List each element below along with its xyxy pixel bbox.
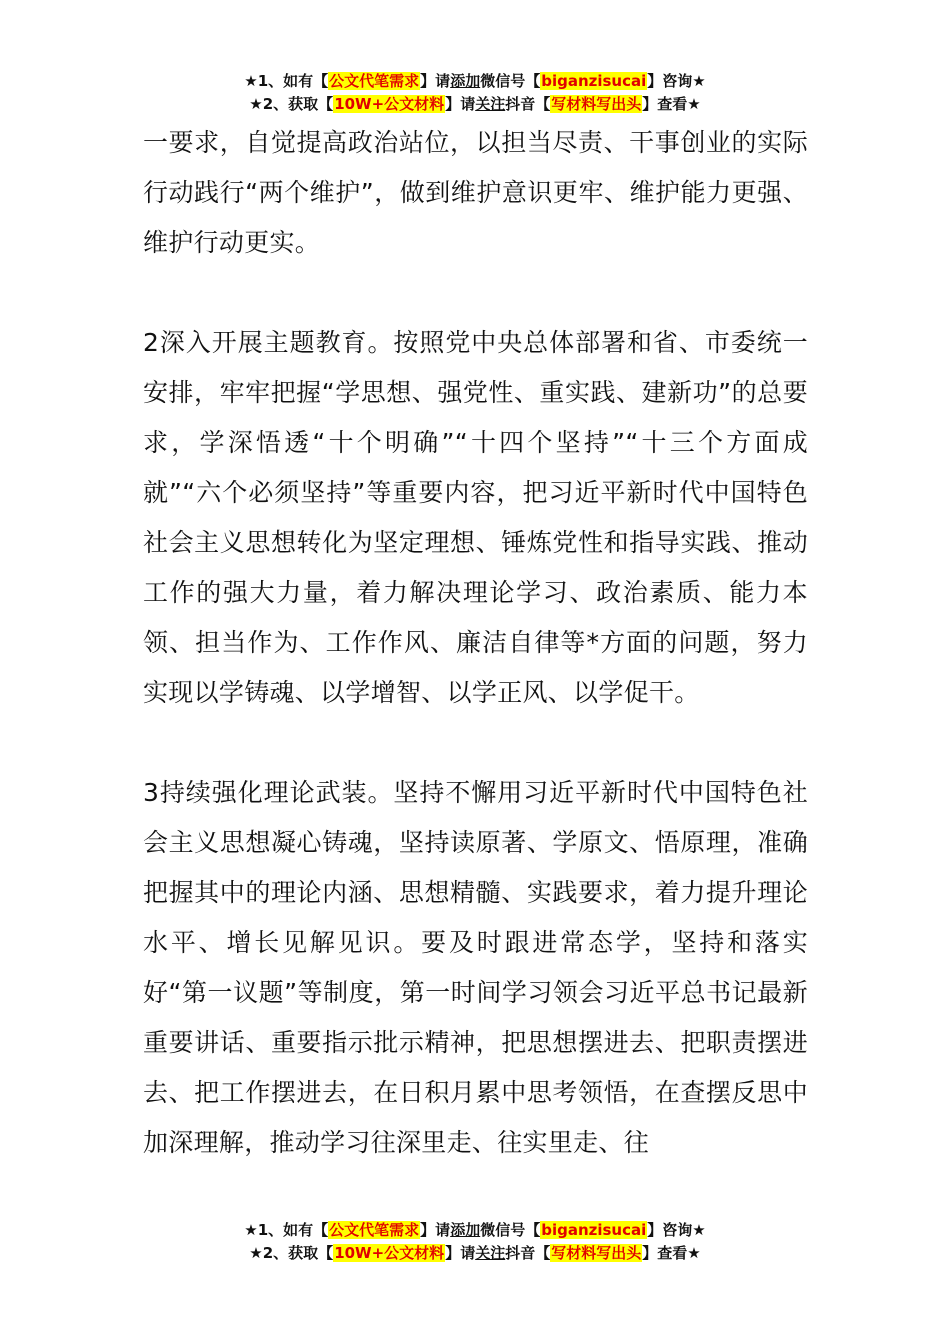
banner-text: 】请	[445, 95, 476, 113]
banner-text: 】咨询★	[647, 1221, 706, 1239]
banner-text: 抖音【	[505, 95, 551, 113]
paragraph-2: 2深入开展主题教育。按照党中央总体部署和省、市委统一安排，牢牢把握“学思想、强党性、重实践、建新功”的总要求，学深悟透“十个明确”“十四个坚持”“十三个方面成就”“六个必须坚持”等重要内容，把习近平新时代中国特色社会主义思想转化为坚定理想、锤炼党性和指导实践、推动工作的强大力量，着力解决理论学习、政治素质、能力本领、担当作为、工作作风、廉洁自律等*方面的问题，努力实现以学铸魂、以学增智、以学正风、以学促干。	[143, 328, 808, 707]
banner-line-1	[0, 1219, 950, 1242]
banner-text: 微信号【	[480, 1221, 541, 1239]
banner-text: ★1、如有【	[244, 72, 329, 90]
paragraph-3: 3持续强化理论武装。坚持不懈用习近平新时代中国特色社会主义思想凝心铸魂，坚持读原著、学原文、悟原理，准确把握其中的理论内涵、思想精髓、实践要求，着力提升理论水平、增长见解见识。要及时跟进常态学，坚持和落实好“第一议题”等制度，第一时间学习领会习近平总书记最新重要讲话、重要指示批示精神，把思想摆进去、把职责摆进去、把工作摆进去，在日积月累中思考领悟，在查摆反思中加深理解，推动学习往深里走、往实里走、往	[143, 778, 808, 1157]
document-body	[143, 118, 808, 1168]
banner-highlight: 10W+公文材料	[334, 1244, 445, 1262]
banner-text: ★1、如有【	[244, 1221, 329, 1239]
banner-highlight: 公文代笔需求	[329, 72, 420, 90]
wechat-id-highlight: biganzisucai	[541, 72, 647, 90]
wechat-id-highlight: biganzisucai	[541, 1221, 647, 1239]
banner-line-2	[0, 1242, 950, 1265]
banner-emphasis: 关注	[475, 1244, 506, 1262]
banner-highlight: 10W+公文材料	[334, 95, 445, 113]
header-banner	[0, 70, 950, 116]
banner-emphasis: 关注	[475, 95, 506, 113]
banner-emphasis: 添加	[450, 72, 481, 90]
banner-text: 】请	[420, 72, 451, 90]
banner-text: 微信号【	[480, 72, 541, 90]
banner-line-1	[0, 70, 950, 93]
banner-text: 】咨询★	[647, 72, 706, 90]
paragraph-spacer	[143, 718, 808, 768]
douyin-id-highlight: 写材料写出头	[551, 95, 642, 113]
banner-text: 】请	[420, 1221, 451, 1239]
banner-text: ★2、获取【	[249, 1244, 334, 1262]
footer-banner	[0, 1219, 950, 1265]
banner-text: 】查看★	[642, 95, 701, 113]
banner-line-2	[0, 93, 950, 116]
banner-text: 抖音【	[505, 1244, 551, 1262]
paragraph-1: 一要求，自觉提高政治站位，以担当尽责、干事创业的实际行动践行“两个维护”，做到维护意识更牢、维护能力更强、维护行动更实。	[143, 128, 808, 257]
douyin-id-highlight: 写材料写出头	[551, 1244, 642, 1262]
banner-emphasis: 添加	[450, 1221, 481, 1239]
banner-highlight: 公文代笔需求	[329, 1221, 420, 1239]
banner-text: 】查看★	[642, 1244, 701, 1262]
banner-text: ★2、获取【	[249, 95, 334, 113]
banner-text: 】请	[445, 1244, 476, 1262]
paragraph-spacer	[143, 268, 808, 318]
